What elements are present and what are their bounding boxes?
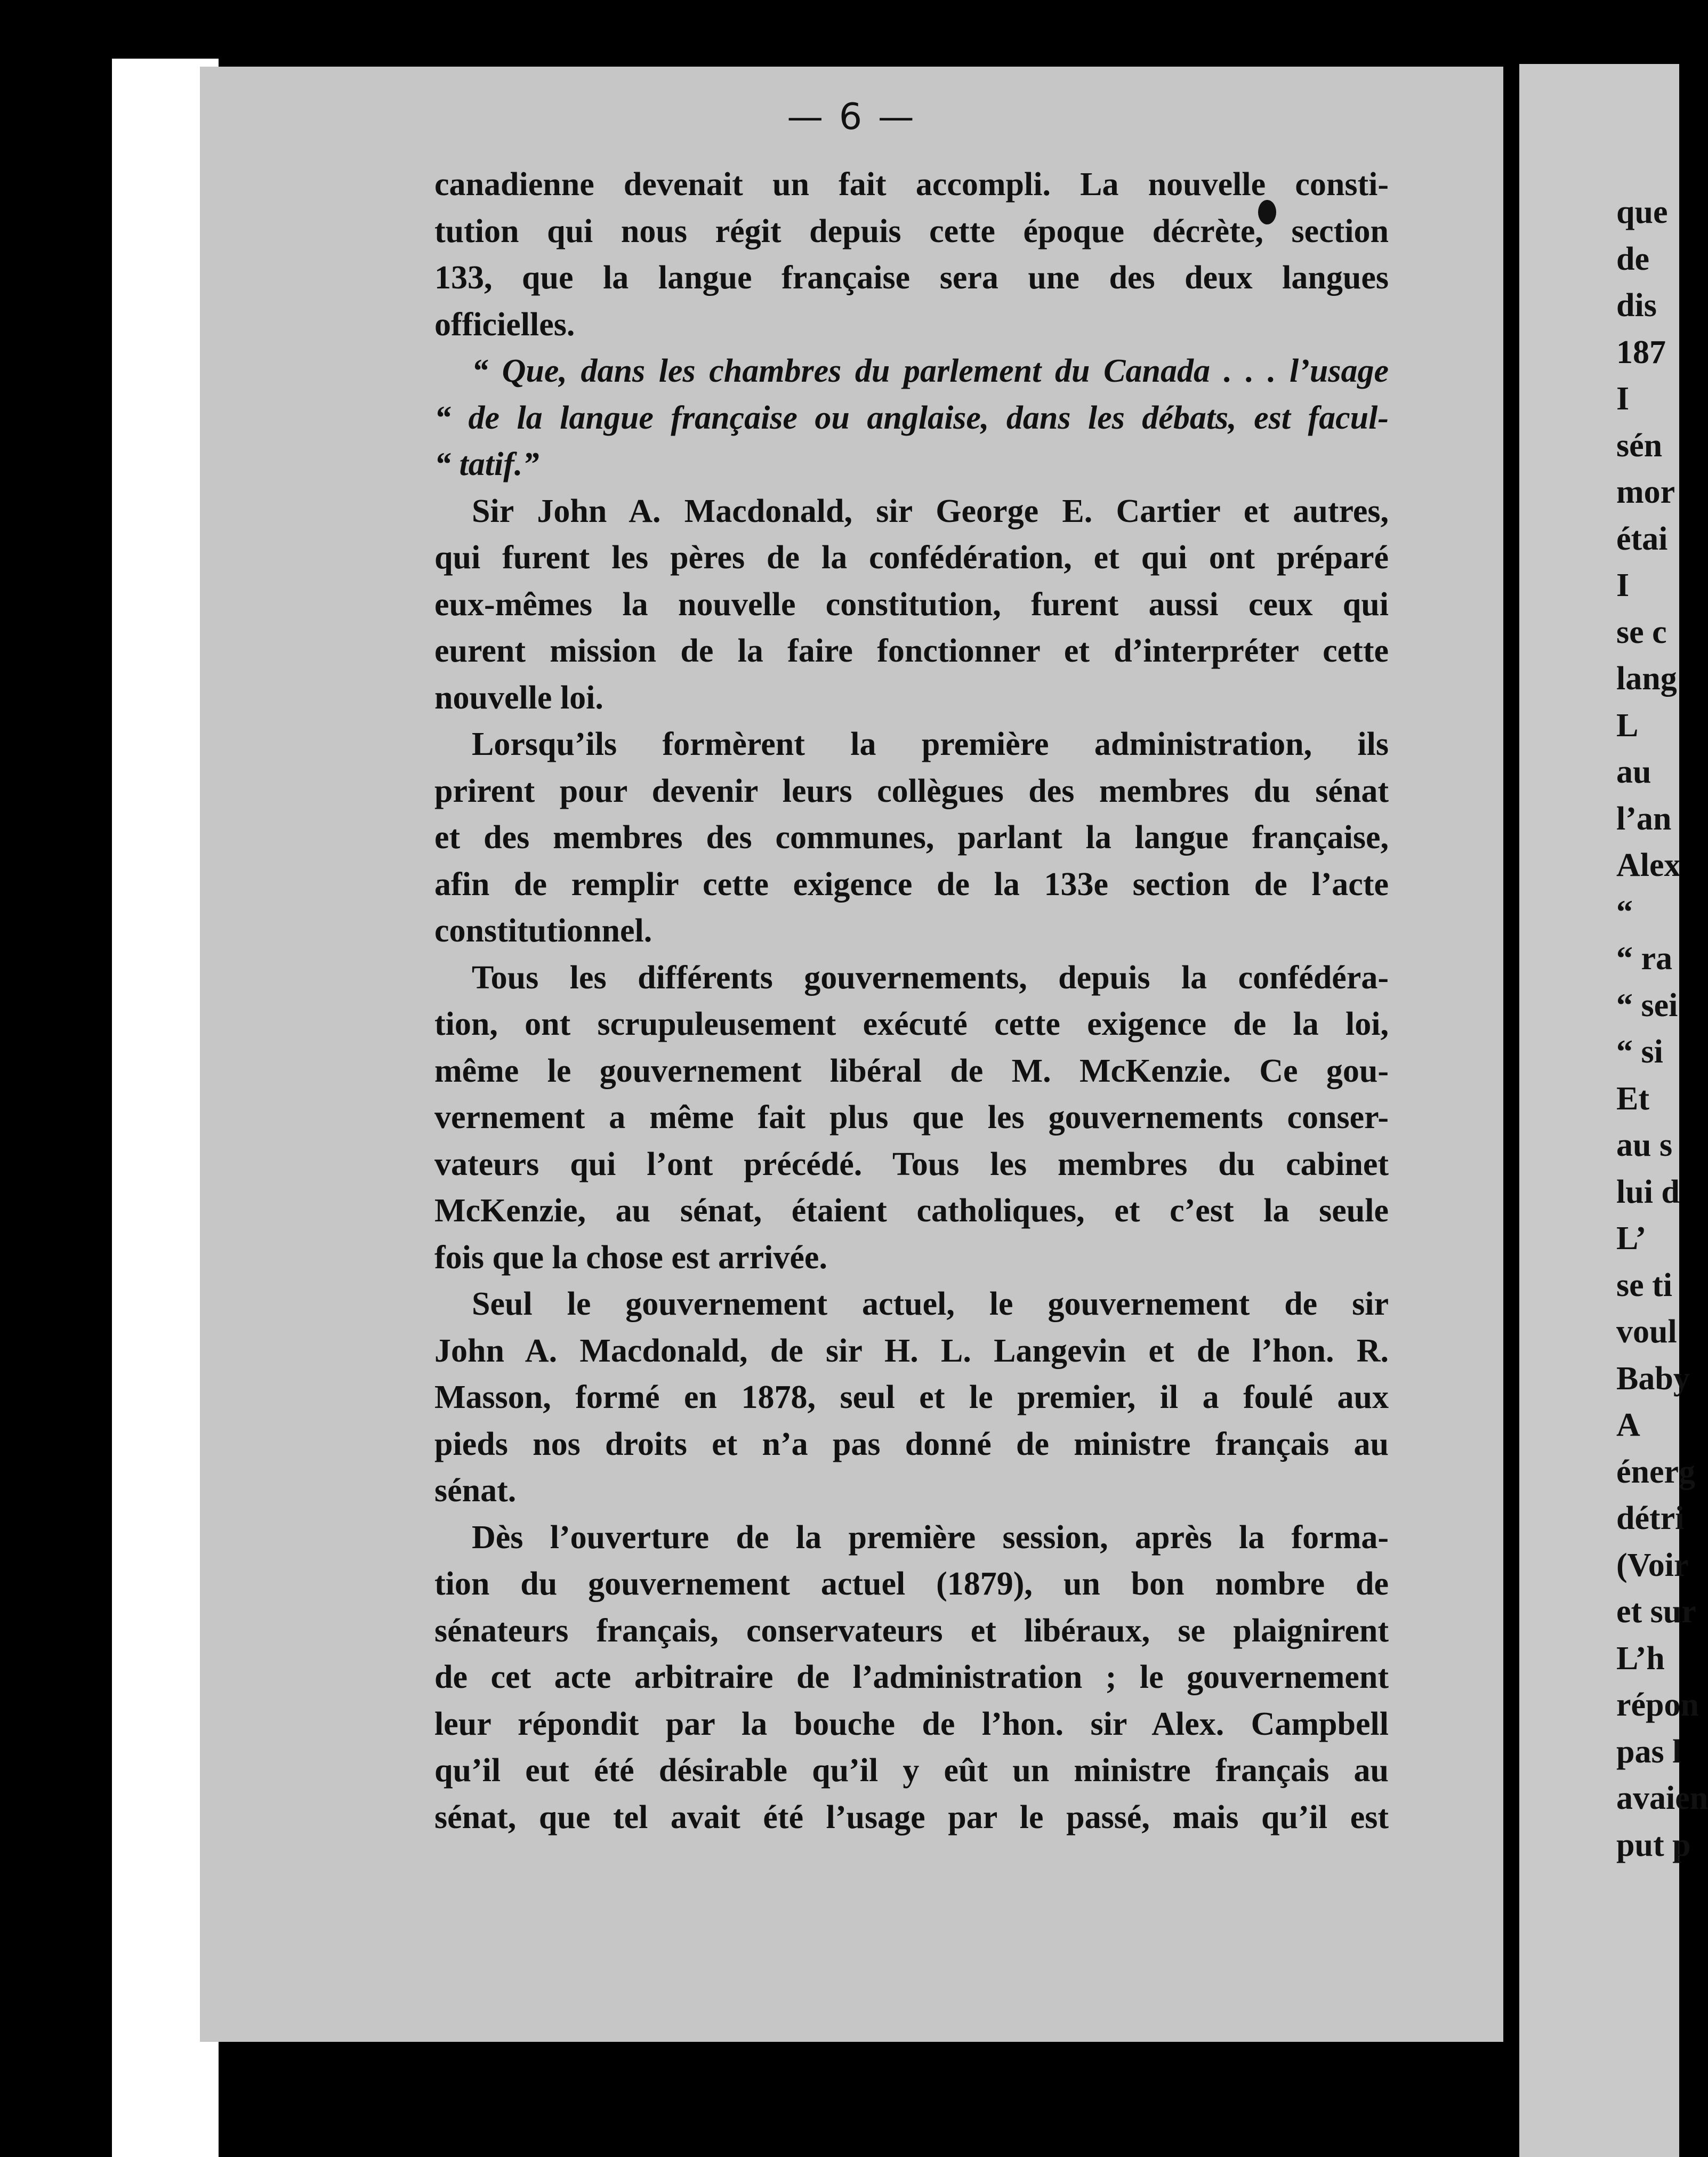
adjacent-text-fragment: que xyxy=(1616,194,1668,230)
text-line: constitutionnel. xyxy=(434,913,652,949)
adjacent-text-fragment: lui d xyxy=(1616,1173,1680,1210)
text-line: tution qui nous régit depuis cette époque décrète, section xyxy=(434,213,1389,249)
text-line: Seul le gouvernement actuel, le gouvernement de sir xyxy=(472,1286,1389,1322)
text-line: qui furent les pères de la confédération, et qui ont préparé xyxy=(434,540,1389,576)
adjacent-text-fragment: au xyxy=(1616,754,1651,790)
text-line: tion du gouvernement actuel (1879), un bon nombre de xyxy=(434,1566,1389,1602)
text-line: leur répondit par la bouche de l’hon. sir Alex. Campbell xyxy=(434,1705,1389,1742)
adjacent-page-text xyxy=(1616,189,1708,1869)
adjacent-text-fragment: lang xyxy=(1616,661,1677,697)
adjacent-text-fragment: au s xyxy=(1616,1127,1673,1163)
adjacent-text-fragment: Baby xyxy=(1616,1360,1690,1397)
adjacent-text-fragment: 187 xyxy=(1616,334,1666,371)
page-number: — 6 — xyxy=(787,96,916,138)
adjacent-page xyxy=(1519,64,1708,2157)
adjacent-text-fragment: L’ xyxy=(1616,1220,1647,1257)
body-text xyxy=(434,162,1389,1841)
text-line: sénateurs français, conservateurs et libéraux, se plaignirent xyxy=(434,1612,1389,1649)
adjacent-text-fragment: I xyxy=(1616,567,1630,603)
text-line: même le gouvernement libéral de M. McKenzie. Ce gou- xyxy=(434,1052,1389,1089)
adjacent-text-fragment: étai xyxy=(1616,520,1668,557)
adjacent-text-fragment: (Voir xyxy=(1616,1547,1689,1583)
adjacent-text-fragment: répon xyxy=(1616,1687,1699,1723)
adjacent-text-fragment: détri xyxy=(1616,1500,1685,1536)
text-line: Lorsqu’ils formèrent la première administration, ils xyxy=(472,726,1389,762)
adjacent-text-fragment: pas l xyxy=(1616,1733,1682,1770)
adjacent-text-fragment: avaien xyxy=(1616,1780,1708,1816)
text-line: eux-mêmes la nouvelle constitution, furent aussi ceux qui xyxy=(434,586,1389,623)
adjacent-text-fragment: énerg xyxy=(1616,1453,1696,1490)
text-line: prirent pour devenir leurs collègues des membres du sénat xyxy=(434,772,1389,809)
text-line: “ de la langue française ou anglaise, dans les débats, est facul- xyxy=(434,399,1389,436)
text-line: McKenzie, au sénat, étaient catholiques, et c’est la seule xyxy=(434,1193,1389,1229)
text-line: qu’il eut été désirable qu’il y eût un ministre français au xyxy=(434,1752,1389,1789)
adjacent-text-fragment: put p xyxy=(1616,1826,1691,1863)
text-line: sénat, que tel avait été l’usage par le passé, mais qu’il est xyxy=(434,1799,1389,1836)
adjacent-text-fragment: et sur xyxy=(1616,1593,1696,1630)
adjacent-text-fragment: dis xyxy=(1616,287,1657,324)
adjacent-text-fragment: L’h xyxy=(1616,1640,1665,1677)
document-page xyxy=(200,67,1503,2042)
text-line: tion, ont scrupuleusement exécuté cette exigence de la loi, xyxy=(434,1006,1389,1042)
adjacent-text-fragment: voul xyxy=(1616,1314,1677,1350)
adjacent-text-fragment: “ ra xyxy=(1616,940,1673,977)
adjacent-text-fragment: I xyxy=(1616,381,1630,417)
text-line: Sir John A. Macdonald, sir George E. Cartier et autres, xyxy=(472,493,1389,529)
adjacent-text-fragment: sén xyxy=(1616,427,1663,464)
text-line: afin de remplir cette exigence de la 133e section de l’acte xyxy=(434,866,1389,903)
text-line: fois que la chose est arrivée. xyxy=(434,1239,827,1276)
text-line: canadienne devenait un fait accompli. La nouvelle consti- xyxy=(434,166,1389,203)
adjacent-text-fragment: “ xyxy=(1616,894,1633,930)
text-line: Dès l’ouverture de la première session, après la forma- xyxy=(472,1519,1389,1556)
text-line: vernement a même fait plus que les gouvernements conser- xyxy=(434,1099,1389,1136)
text-line: nouvelle loi. xyxy=(434,679,603,716)
text-line: 133, que la langue française sera une des deux langues xyxy=(434,260,1389,296)
adjacent-text-fragment: L xyxy=(1616,707,1639,744)
adjacent-text-fragment: de xyxy=(1616,240,1649,277)
adjacent-text-fragment: Et xyxy=(1616,1080,1649,1117)
adjacent-text-fragment: l’an xyxy=(1616,800,1672,837)
text-line: Masson, formé en 1878, seul et le premier, il a foulé aux xyxy=(434,1379,1389,1415)
text-line: de cet acte arbitraire de l’administration ; le gouvernement xyxy=(434,1659,1389,1695)
text-line: pieds nos droits et n’a pas donné de ministre français au xyxy=(434,1426,1389,1462)
text-line: vateurs qui l’ont précédé. Tous les membres du cabinet xyxy=(434,1146,1389,1182)
text-line: Tous les différents gouvernements, depuis la confédéra- xyxy=(472,959,1389,996)
adjacent-text-fragment: A xyxy=(1616,1407,1640,1443)
text-line: John A. Macdonald, de sir H. L. Langevin et de l’hon. R. xyxy=(434,1332,1389,1369)
adjacent-text-fragment: “ si xyxy=(1616,1034,1663,1070)
text-line: sénat. xyxy=(434,1472,517,1509)
adjacent-text-fragment: mor xyxy=(1616,474,1675,510)
adjacent-text-fragment: se ti xyxy=(1616,1267,1673,1303)
adjacent-text-fragment: “ sei xyxy=(1616,987,1678,1024)
text-line: et des membres des communes, parlant la langue française, xyxy=(434,819,1389,856)
text-line: “ tatif.” xyxy=(434,446,539,482)
adjacent-text-fragment: se c xyxy=(1616,614,1667,650)
text-line: officielles. xyxy=(434,306,575,343)
adjacent-text-fragment: Alex xyxy=(1616,847,1681,883)
text-line: “ Que, dans les chambres du parlement du Canada . . . l’usage xyxy=(472,353,1389,389)
text-line: eurent mission de la faire fonctionner et d’interpréter cette xyxy=(434,633,1389,669)
